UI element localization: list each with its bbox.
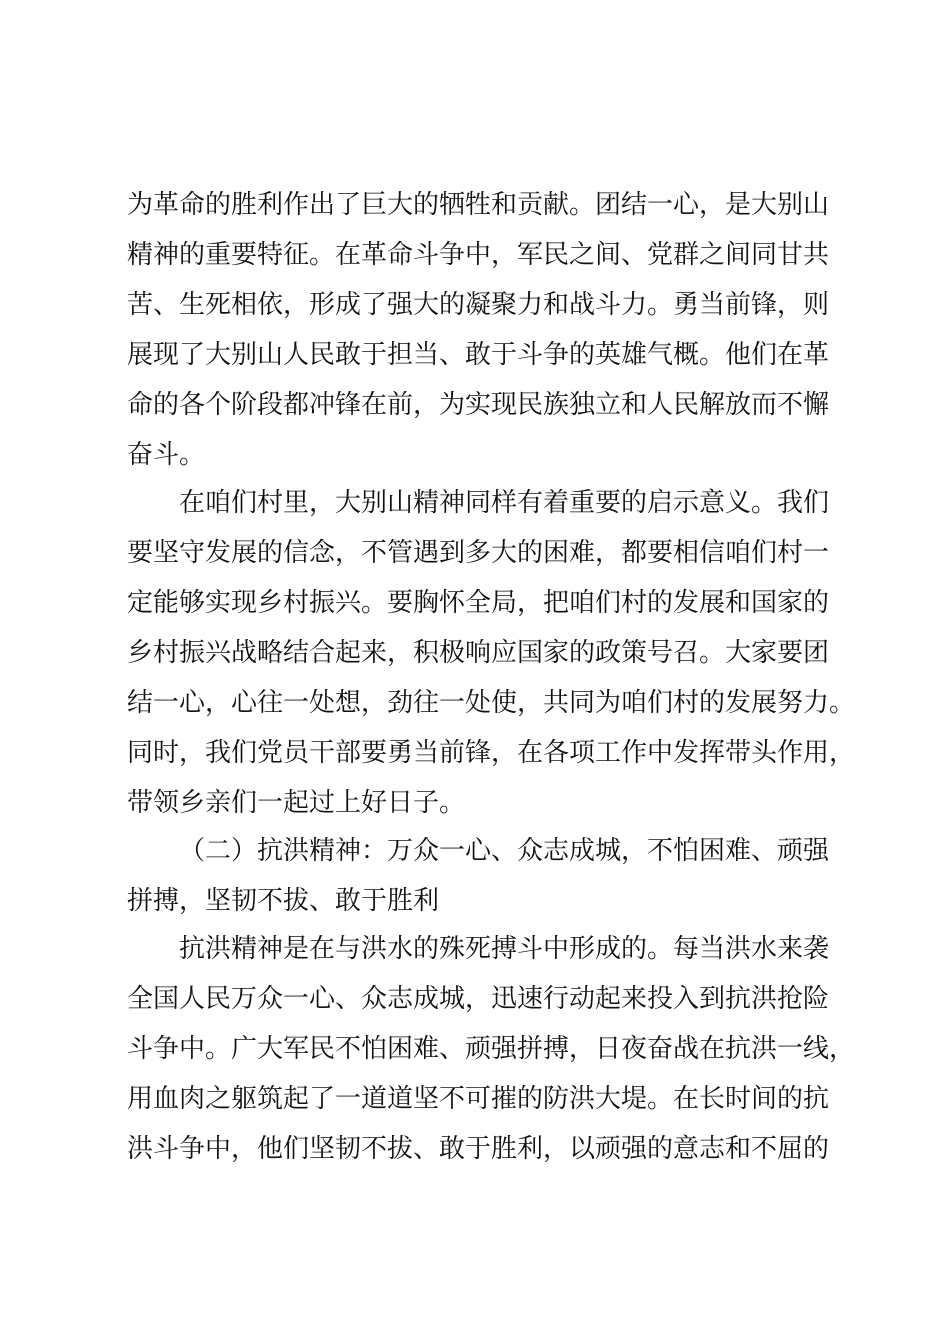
paragraph-first-line: 抗洪精神是在与洪水的殊死搏斗中形成的。每当洪水来袭 bbox=[179, 934, 830, 964]
text-line: 命的各个阶段都冲锋在前，为实现民族独立和人民解放而不懈 bbox=[127, 390, 830, 420]
text-line: 要坚守发展的信念，不管遇到多大的困难，都要相信咱们村一 bbox=[127, 538, 830, 568]
text-line: 洪斗争中，他们坚韧不拔、敢于胜利，以顽强的意志和不屈的 bbox=[127, 1134, 830, 1164]
text-line: 定能够实现乡村振兴。要胸怀全局，把咱们村的发展和国家的 bbox=[127, 588, 830, 618]
text-line: 苦、生死相依，形成了强大的凝聚力和战斗力。勇当前锋，则 bbox=[127, 290, 830, 320]
text-line: 为革命的胜利作出了巨大的牺牲和贡献。团结一心，是大别山 bbox=[127, 190, 830, 220]
paragraph-first-line: 在咱们村里，大别山精神同样有着重要的启示意义。我们 bbox=[179, 488, 830, 518]
section-heading: （二）抗洪精神：万众一心、众志成城，不怕困难、顽强 bbox=[179, 836, 830, 866]
text-line: 带领乡亲们一起过上好日子。 bbox=[127, 788, 466, 818]
text-line: 乡村振兴战略结合起来，积极响应国家的政策号召。大家要团 bbox=[127, 638, 830, 668]
text-line: 斗争中。广大军民不怕困难、顽强拼搏，日夜奋战在抗洪一线， bbox=[127, 1034, 856, 1064]
text-line: 精神的重要特征。在革命斗争中，军民之间、党群之间同甘共 bbox=[127, 240, 830, 270]
text-line: 全国人民万众一心、众志成城，迅速行动起来投入到抗洪抢险 bbox=[127, 984, 830, 1014]
text-line: 结一心，心往一处想，劲往一处使，共同为咱们村的发展努力。 bbox=[127, 688, 856, 718]
text-line: 用血肉之躯筑起了一道道坚不可摧的防洪大堤。在长时间的抗 bbox=[127, 1084, 830, 1114]
text-line: 同时，我们党员干部要勇当前锋，在各项工作中发挥带头作用， bbox=[127, 738, 856, 768]
text-line: 奋斗。 bbox=[127, 440, 206, 470]
text-line: 展现了大别山人民敢于担当、敢于斗争的英雄气概。他们在革 bbox=[127, 340, 830, 370]
section-heading-continued: 拼搏，坚韧不拔、敢于胜利 bbox=[127, 886, 440, 916]
